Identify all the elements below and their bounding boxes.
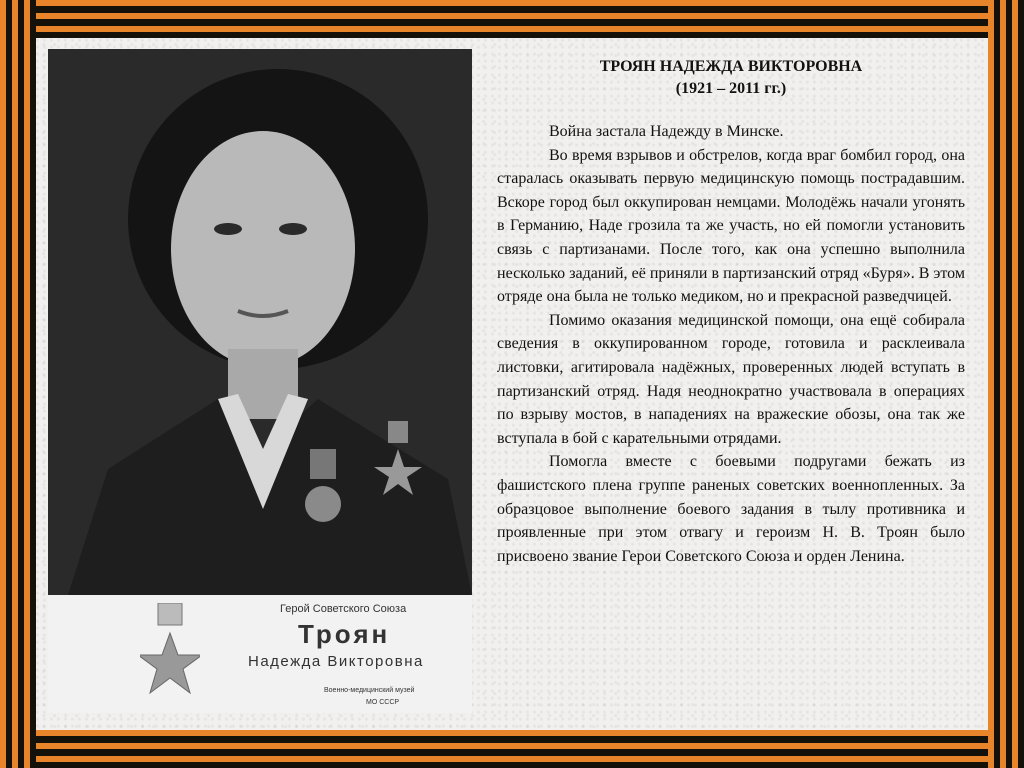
ribbon-left bbox=[0, 0, 36, 768]
caption-name: Надежда Викторовна bbox=[248, 653, 424, 670]
paragraph-4: Помогла вместе с боевыми подругами бежать из фашистского плена группе раненых советских военнопленных. За образцовое выполнение боевого задания в тылу противника и проявленные при этом отвагу и героизм Н. В. Троян было присвоено звание Герои Советского Союза и орден Ленина. bbox=[497, 453, 965, 565]
portrait-illustration bbox=[48, 49, 472, 595]
biography-text bbox=[497, 56, 965, 568]
caption-title: Герой Советского Союза bbox=[280, 603, 407, 615]
caption-surname: Троян bbox=[298, 619, 391, 649]
ribbon-right bbox=[988, 0, 1024, 768]
portrait-postcard bbox=[48, 49, 472, 713]
page-title: ТРОЯН НАДЕЖДА ВИКТОРОВНА bbox=[599, 58, 863, 75]
postcard-caption bbox=[48, 595, 472, 713]
paragraph-3: Помимо оказания медицинской помощи, она ещё собирала сведения в оккупированном городе, готовила и расклеивала листовки, агитировала надёжных, проверенных людей вступать в партизанский отряд. Надя неоднократно участвовала в операциях по взрыву мостов, в нападениях на вражеские обозы, она так же вступала в бой с карательными отрядами. bbox=[497, 311, 965, 447]
paragraph-2: Во время взрывов и обстрелов, когда враг бомбил город, она старалась оказывать первую медицинскую помощь пострадавшим. Вскоре город был оккупирован немцами. Молодёжь начали угонять в Германию, Наде грозила та же участь, но ей помогли установить связь с партизанами. После того, как она успешно выполнила несколько заданий, её приняли в партизанский отряд «Буря». В этом отряде она была не только медиком, но и прекрасной разведчицей. bbox=[497, 146, 965, 306]
hero-star-icon bbox=[140, 603, 200, 703]
paragraph-1: Война застала Надежду в Минске. bbox=[549, 123, 784, 140]
caption-org: МО СССР bbox=[366, 699, 400, 706]
ribbon-top bbox=[0, 0, 1024, 38]
ribbon-bottom bbox=[0, 730, 1024, 768]
page-subtitle-years: (1921 – 2011 гг.) bbox=[675, 80, 787, 97]
portrait-photo bbox=[48, 49, 472, 595]
caption-museum: Военно-медицинский музей bbox=[324, 687, 415, 694]
